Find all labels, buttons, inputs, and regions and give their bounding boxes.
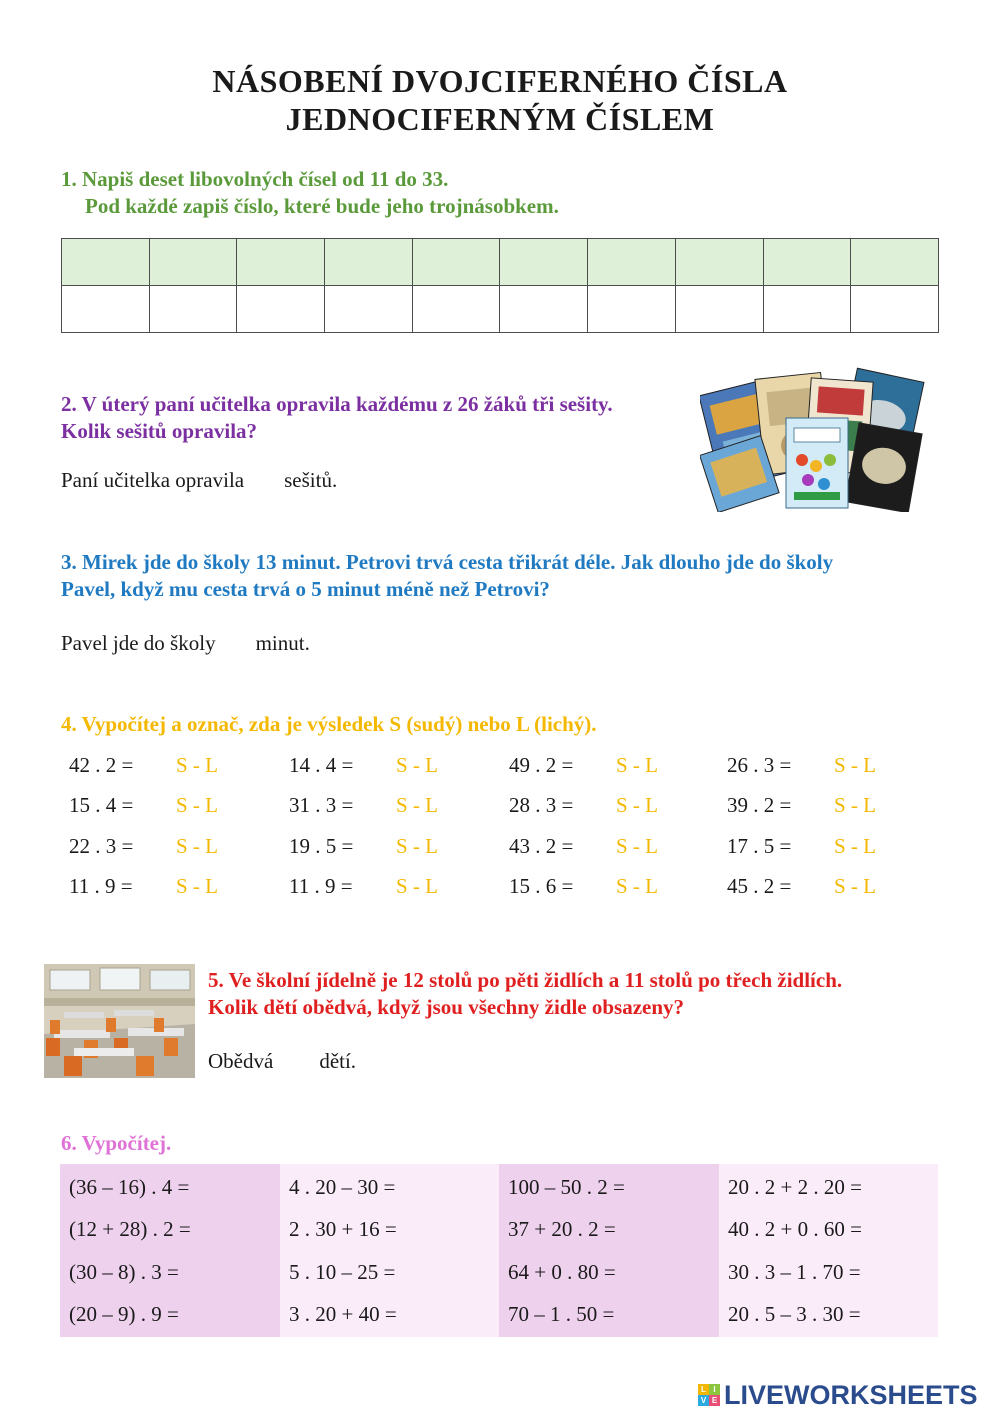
triple-input-cell[interactable]	[149, 286, 237, 333]
question-2-answer	[61, 467, 337, 494]
exercise-6-column	[499, 1164, 719, 1337]
expression: 30 . 3 – 1 . 70 =	[728, 1260, 861, 1284]
question-4-heading: 4. Vypočítej a označ, zda je výsledek S (sudý) nebo L (lichý).	[61, 712, 597, 736]
number-input-cell[interactable]	[500, 239, 588, 286]
question-2-line-2: Kolik sešitů opravila?	[61, 419, 258, 443]
even-odd-choice[interactable]: S - L	[176, 834, 218, 858]
logo-text: LIVEWORKSHEETS	[724, 1379, 978, 1410]
number-input-cell[interactable]	[763, 239, 851, 286]
title-line-1: NÁSOBENÍ DVOJCIFERNÉHO ČÍSLA	[212, 63, 788, 99]
even-odd-choice[interactable]: S - L	[176, 753, 218, 777]
even-odd-choice[interactable]: S - L	[834, 753, 876, 777]
equation: 45 . 2 =	[727, 874, 792, 898]
even-odd-choice[interactable]: S - L	[176, 874, 218, 898]
number-input-cell[interactable]	[237, 239, 325, 286]
answer-prefix: Pavel jde do školy	[61, 631, 216, 655]
question-5-line-2: Kolik dětí obědvá, když jsou všechny židle obsazeny?	[208, 995, 685, 1019]
question-6-heading: 6. Vypočítej.	[61, 1131, 172, 1155]
even-odd-choice[interactable]: S - L	[834, 793, 876, 817]
exercise-6-column	[719, 1164, 938, 1337]
equation: 31 . 3 =	[289, 793, 354, 817]
expression: 20 . 5 – 3 . 30 =	[728, 1302, 861, 1326]
even-odd-choice[interactable]: S - L	[616, 834, 658, 858]
expression: 5 . 10 – 25 =	[289, 1260, 396, 1284]
expression: 37 + 20 . 2 =	[508, 1217, 616, 1241]
equation: 39 . 2 =	[727, 793, 792, 817]
page-title	[0, 62, 1000, 138]
expression: 4 . 20 – 30 =	[289, 1175, 396, 1199]
question-3-line-1: 3. Mirek jde do školy 13 minut. Petrovi trvá cesta třikrát déle. Jak dlouho jde do školy	[61, 550, 834, 574]
answer-suffix: minut.	[255, 631, 310, 655]
exercise-6-column	[280, 1164, 499, 1337]
expression: (20 – 9) . 9 =	[69, 1302, 179, 1326]
equation: 11 . 9 =	[289, 874, 353, 898]
table-row-triples	[62, 286, 939, 333]
triple-input-cell[interactable]	[851, 286, 939, 333]
number-input-cell[interactable]	[851, 239, 939, 286]
equation: 11 . 9 =	[69, 874, 133, 898]
expression: (12 + 28) . 2 =	[69, 1217, 191, 1241]
triple-input-cell[interactable]	[763, 286, 851, 333]
number-input-cell[interactable]	[588, 239, 676, 286]
question-1-line-1: 1. Napiš deset libovolných čísel od 11 do 33.	[61, 167, 449, 191]
expression: (30 – 8) . 3 =	[69, 1260, 179, 1284]
expression: 3 . 20 + 40 =	[289, 1302, 397, 1326]
question-2-line-1: 2. V úterý paní učitelka opravila každému z 26 žáků tři sešity.	[61, 392, 613, 416]
expression: 70 – 1 . 50 =	[508, 1302, 615, 1326]
equation: 49 . 2 =	[509, 753, 574, 777]
triple-input-cell[interactable]	[62, 286, 150, 333]
equation: 15 . 4 =	[69, 793, 134, 817]
even-odd-choice[interactable]: S - L	[176, 793, 218, 817]
answer-prefix: Obědvá	[208, 1049, 274, 1073]
exercise-books-picture	[700, 366, 926, 512]
equation: 14 . 4 =	[289, 753, 354, 777]
question-5-answer	[208, 1048, 356, 1075]
equation: 22 . 3 =	[69, 834, 134, 858]
equation: 19 . 5 =	[289, 834, 354, 858]
school-canteen-photo	[44, 964, 195, 1078]
table-row-numbers	[62, 239, 939, 286]
question-3-line-2: Pavel, když mu cesta trvá o 5 minut méně než Petrovi?	[61, 577, 550, 601]
even-odd-choice[interactable]: S - L	[616, 753, 658, 777]
number-input-cell[interactable]	[325, 239, 413, 286]
equation: 15 . 6 =	[509, 874, 574, 898]
answer-suffix: dětí.	[319, 1049, 357, 1073]
liveworksheets-logo[interactable]	[698, 1378, 978, 1412]
expression: 64 + 0 . 80 =	[508, 1260, 616, 1284]
triple-input-cell[interactable]	[675, 286, 763, 333]
number-input-cell[interactable]	[149, 239, 237, 286]
expression: 40 . 2 + 0 . 60 =	[728, 1217, 862, 1241]
title-line-2: JEDNOCIFERNÝM ČÍSLEM	[285, 101, 715, 137]
triple-input-cell[interactable]	[588, 286, 676, 333]
question-1-line-2: Pod každé zapiš číslo, které bude jeho trojnásobkem.	[85, 194, 559, 218]
exercise-6-grid	[60, 1164, 938, 1337]
even-odd-choice[interactable]: S - L	[396, 834, 438, 858]
triple-input-cell[interactable]	[237, 286, 325, 333]
even-odd-choice[interactable]: S - L	[396, 874, 438, 898]
even-odd-choice[interactable]: S - L	[616, 874, 658, 898]
number-input-cell[interactable]	[675, 239, 763, 286]
equation: 26 . 3 =	[727, 753, 792, 777]
answer-suffix: sešitů.	[284, 468, 338, 492]
question-5-line-1: 5. Ve školní jídelně je 12 stolů po pěti židlích a 11 stolů po třech židlích.	[208, 968, 843, 992]
equation: 42 . 2 =	[69, 753, 134, 777]
expression: 100 – 50 . 2 =	[508, 1175, 625, 1199]
expression: 2 . 30 + 16 =	[289, 1217, 397, 1241]
even-odd-choice[interactable]: S - L	[616, 793, 658, 817]
equation: 28 . 3 =	[509, 793, 574, 817]
question-3-answer	[61, 630, 310, 657]
equation: 17 . 5 =	[727, 834, 792, 858]
liveworksheets-logo-icon: L I V E	[698, 1384, 720, 1406]
triple-input-cell[interactable]	[500, 286, 588, 333]
number-input-cell[interactable]	[412, 239, 500, 286]
number-input-cell[interactable]	[62, 239, 150, 286]
exercise-6-column	[60, 1164, 280, 1337]
answer-prefix: Paní učitelka opravila	[61, 468, 245, 492]
expression: (36 – 16) . 4 =	[69, 1175, 190, 1199]
expression: 20 . 2 + 2 . 20 =	[728, 1175, 862, 1199]
triple-input-cell[interactable]	[412, 286, 500, 333]
even-odd-choice[interactable]: S - L	[396, 793, 438, 817]
even-odd-choice[interactable]: S - L	[834, 874, 876, 898]
even-odd-choice[interactable]: S - L	[396, 753, 438, 777]
answer-table	[61, 238, 939, 333]
equation: 43 . 2 =	[509, 834, 574, 858]
even-odd-choice[interactable]: S - L	[834, 834, 876, 858]
triple-input-cell[interactable]	[325, 286, 413, 333]
